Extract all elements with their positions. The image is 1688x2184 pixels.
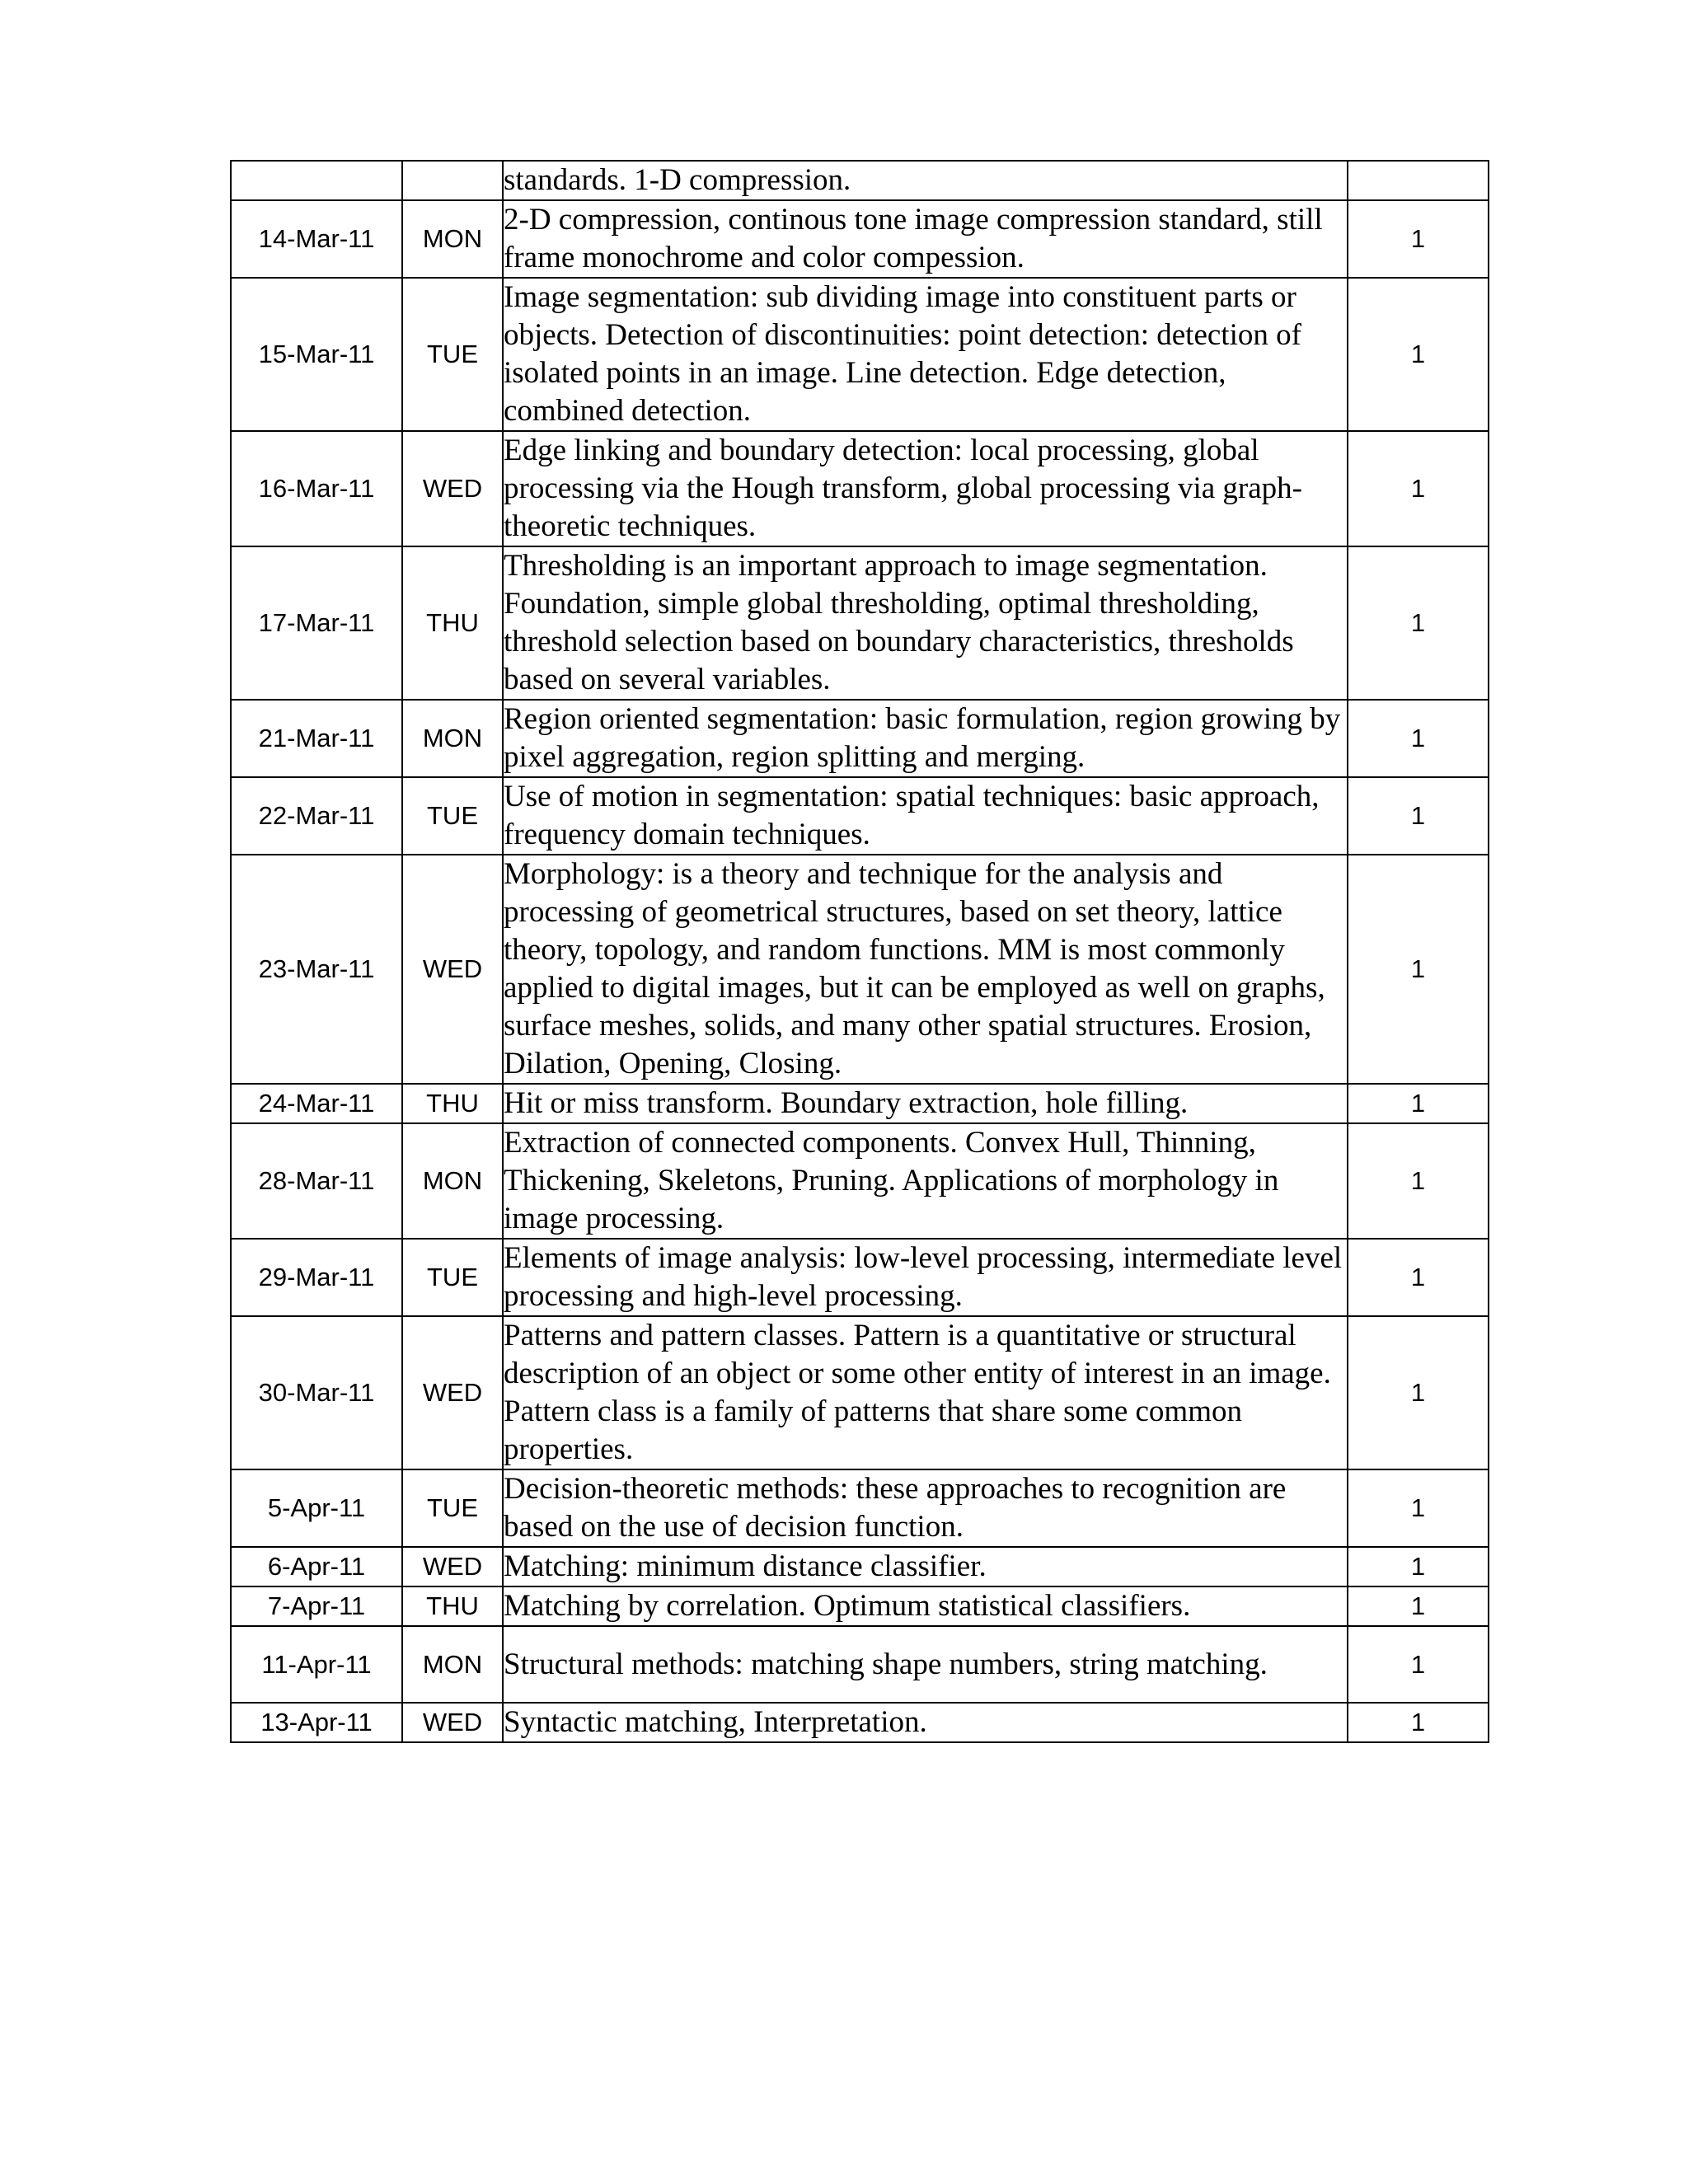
topic-cell: 2-D compression, continous tone image compression standard, still frame monochrome and color compession. xyxy=(503,200,1348,278)
day-cell: TUE xyxy=(402,278,503,431)
date-cell: 15-Mar-11 xyxy=(231,278,402,431)
date-cell: 13-Apr-11 xyxy=(231,1703,402,1742)
table-row xyxy=(231,1469,1489,1547)
hours-cell: 1 xyxy=(1348,1586,1489,1626)
day-cell: WED xyxy=(402,1547,503,1586)
table-row xyxy=(231,431,1489,546)
day-cell: WED xyxy=(402,431,503,546)
hours-cell: 1 xyxy=(1348,855,1489,1084)
hours-cell: 1 xyxy=(1348,546,1489,700)
table-row xyxy=(231,855,1489,1084)
day-cell: WED xyxy=(402,855,503,1084)
hours-cell: 1 xyxy=(1348,1316,1489,1469)
day-cell: WED xyxy=(402,1316,503,1469)
day-cell: MON xyxy=(402,1626,503,1703)
topic-cell: Region oriented segmentation: basic formulation, region growing by pixel aggregation, region splitting and merging. xyxy=(503,700,1348,777)
table-row xyxy=(231,1626,1489,1703)
topic-cell: Structural methods: matching shape numbers, string matching. xyxy=(503,1626,1348,1703)
day-cell: TUE xyxy=(402,1239,503,1316)
date-cell: 7-Apr-11 xyxy=(231,1586,402,1626)
hours-cell: 1 xyxy=(1348,431,1489,546)
day-cell: MON xyxy=(402,1123,503,1239)
table-row xyxy=(231,1084,1489,1123)
day-cell: MON xyxy=(402,200,503,278)
day-cell: THU xyxy=(402,546,503,700)
table-row xyxy=(231,1586,1489,1626)
hours-cell xyxy=(1348,161,1489,200)
hours-cell: 1 xyxy=(1348,1626,1489,1703)
hours-cell: 1 xyxy=(1348,700,1489,777)
lecture-schedule-table xyxy=(230,160,1489,1743)
table-row xyxy=(231,278,1489,431)
table-row xyxy=(231,161,1489,200)
table-row xyxy=(231,700,1489,777)
date-cell: 29-Mar-11 xyxy=(231,1239,402,1316)
topic-cell: Extraction of connected components. Convex Hull, Thinning, Thickening, Skeletons, Pruning. Applications of morphology in image processing. xyxy=(503,1123,1348,1239)
hours-cell: 1 xyxy=(1348,1547,1489,1586)
topic-cell: Syntactic matching, Interpretation. xyxy=(503,1703,1348,1742)
hours-cell: 1 xyxy=(1348,1469,1489,1547)
date-cell: 21-Mar-11 xyxy=(231,700,402,777)
table-row xyxy=(231,1703,1489,1742)
day-cell: THU xyxy=(402,1586,503,1626)
day-cell xyxy=(402,161,503,200)
table-row xyxy=(231,200,1489,278)
table-row xyxy=(231,1239,1489,1316)
topic-cell: Matching: minimum distance classifier. xyxy=(503,1547,1348,1586)
date-cell: 30-Mar-11 xyxy=(231,1316,402,1469)
table-row xyxy=(231,1123,1489,1239)
hours-cell: 1 xyxy=(1348,200,1489,278)
topic-cell: Morphology: is a theory and technique for the analysis and processing of geometrical structures, based on set theory, lattice theory, topology, and random functions. MM is most commonly applied to digital images, but it can be employed as well on graphs, surface meshes, solids, and many other spatial structures. Erosion, Dilation, Opening, Closing. xyxy=(503,855,1348,1084)
hours-cell: 1 xyxy=(1348,777,1489,855)
date-cell: 5-Apr-11 xyxy=(231,1469,402,1547)
table-row xyxy=(231,777,1489,855)
date-cell: 23-Mar-11 xyxy=(231,855,402,1084)
date-cell xyxy=(231,161,402,200)
table-row xyxy=(231,1316,1489,1469)
day-cell: TUE xyxy=(402,777,503,855)
day-cell: TUE xyxy=(402,1469,503,1547)
day-cell: WED xyxy=(402,1703,503,1742)
topic-cell: Thresholding is an important approach to image segmentation. Foundation, simple global thresholding, optimal thresholding, threshold selection based on boundary characteristics, thresholds based on several variables. xyxy=(503,546,1348,700)
hours-cell: 1 xyxy=(1348,1123,1489,1239)
date-cell: 16-Mar-11 xyxy=(231,431,402,546)
topic-cell: Hit or miss transform. Boundary extraction, hole filling. xyxy=(503,1084,1348,1123)
date-cell: 6-Apr-11 xyxy=(231,1547,402,1586)
topic-cell: Decision-theoretic methods: these approaches to recognition are based on the use of decision function. xyxy=(503,1469,1348,1547)
topic-cell: standards. 1-D compression. xyxy=(503,161,1348,200)
topic-cell: Patterns and pattern classes. Pattern is a quantitative or structural description of an object or some other entity of interest in an image. Pattern class is a family of patterns that share some common properties. xyxy=(503,1316,1348,1469)
date-cell: 22-Mar-11 xyxy=(231,777,402,855)
hours-cell: 1 xyxy=(1348,1084,1489,1123)
hours-cell: 1 xyxy=(1348,1703,1489,1742)
topic-cell: Edge linking and boundary detection: local processing, global processing via the Hough transform, global processing via graph-theoretic techniques. xyxy=(503,431,1348,546)
date-cell: 24-Mar-11 xyxy=(231,1084,402,1123)
topic-cell: Elements of image analysis: low-level processing, intermediate level processing and high-level processing. xyxy=(503,1239,1348,1316)
date-cell: 14-Mar-11 xyxy=(231,200,402,278)
topic-cell: Image segmentation: sub dividing image into constituent parts or objects. Detection of discontinuities: point detection: detection of isolated points in an image. Line detection. Edge detection, combined detection. xyxy=(503,278,1348,431)
date-cell: 17-Mar-11 xyxy=(231,546,402,700)
date-cell: 11-Apr-11 xyxy=(231,1626,402,1703)
table-row xyxy=(231,546,1489,700)
topic-cell: Use of motion in segmentation: spatial techniques: basic approach, frequency domain techniques. xyxy=(503,777,1348,855)
hours-cell: 1 xyxy=(1348,278,1489,431)
table-row xyxy=(231,1547,1489,1586)
day-cell: MON xyxy=(402,700,503,777)
date-cell: 28-Mar-11 xyxy=(231,1123,402,1239)
day-cell: THU xyxy=(402,1084,503,1123)
hours-cell: 1 xyxy=(1348,1239,1489,1316)
topic-cell: Matching by correlation. Optimum statistical classifiers. xyxy=(503,1586,1348,1626)
